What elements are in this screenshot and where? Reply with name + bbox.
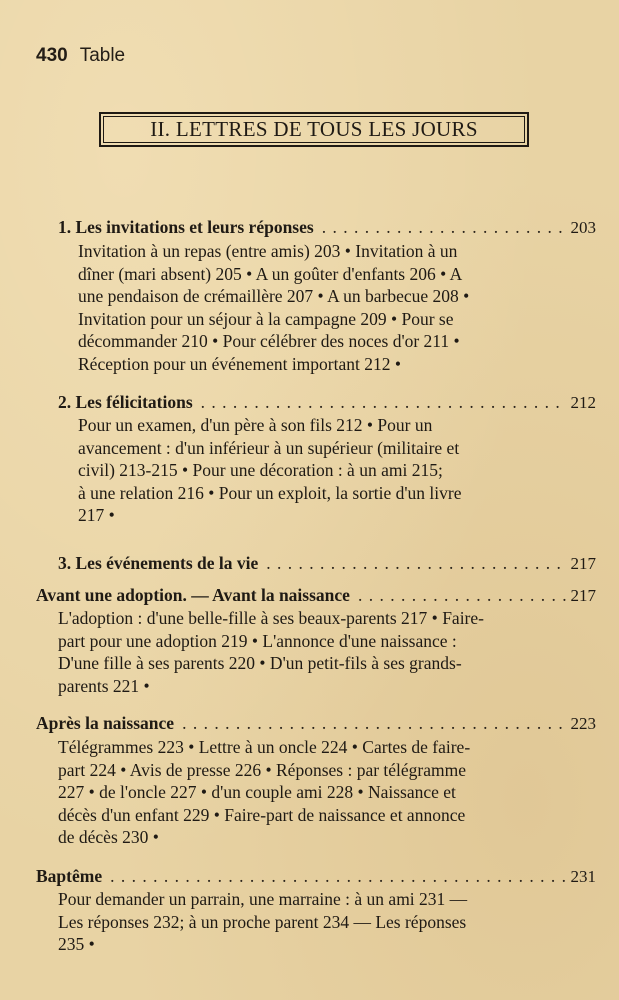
toc-entry-page: 217 (570, 554, 596, 573)
chapter-title-frame (99, 112, 529, 147)
chapter-title: II. LETTRES DE TOUS LES JOURS (103, 116, 525, 143)
description-line: Invitation à un repas (entre amis) 203 • Invitation à un (78, 241, 458, 261)
description-line: Invitation pour un séjour à la campagne 209 • Pour se (78, 308, 454, 329)
toc-entry-page: 212 (570, 393, 596, 412)
running-head (36, 45, 125, 67)
page-number: 430 (36, 45, 68, 66)
toc-entry-heading: Baptême (36, 866, 103, 886)
toc-entry-avant-naissance (36, 585, 596, 609)
description-line: à une relation 216 • Pour un exploit, la sortie d'un livre (78, 482, 462, 503)
description-line: parents 221 • (58, 675, 150, 696)
description-line: part pour une adoption 219 • L'annonce d'une naissance : (58, 630, 457, 651)
toc-entry-heading: Après la naissance (36, 713, 175, 733)
description-line: 235 • (58, 934, 95, 955)
dot-leader (201, 392, 567, 413)
toc-entry-heading: 3. Les événements de la vie (58, 553, 259, 573)
description-line: Pour un examen, d'un père à son fils 212 • Pour un (78, 415, 433, 435)
dot-leader (322, 217, 567, 238)
toc-entry-description (58, 736, 598, 849)
description-line: 217 • (78, 505, 115, 526)
toc-entry-evenements (58, 553, 596, 577)
toc-entry-page: 217 (570, 586, 596, 605)
dot-leader (182, 713, 566, 734)
dot-leader (358, 585, 567, 606)
toc-entry-felicitations (58, 392, 596, 416)
description-line: avancement : d'un inférieur à un supérieur (militaire et (78, 437, 460, 458)
toc-entry-heading: Avant une adoption. — Avant la naissance (36, 585, 350, 605)
description-line: part 224 • Avis de presse 226 • Réponses : par télégramme (58, 759, 467, 780)
description-line: décès d'un enfant 229 • Faire-part de naissance et annonce (58, 804, 466, 825)
toc-entry-description (58, 607, 598, 697)
toc-entry-page: 231 (570, 867, 596, 886)
section-name: Table (79, 45, 126, 66)
dot-leader (110, 866, 566, 887)
description-line: Les réponses 232; à un proche parent 234 — Les réponses (58, 911, 467, 932)
description-line: décommander 210 • Pour célébrer des noces d'or 211 • (78, 331, 460, 352)
toc-entry-description (58, 888, 598, 956)
description-line: D'une fille à ses parents 220 • D'un petit-fils à ses grands- (58, 653, 462, 674)
toc-entry-bapteme (36, 866, 596, 890)
description-line: une pendaison de crémaillère 207 • A un barbecue 208 • (78, 286, 470, 307)
toc-entry-heading: 2. Les félicitations (58, 392, 193, 412)
toc-entry-apres-naissance (36, 713, 596, 737)
description-line: Réception pour un événement important 212 • (78, 353, 401, 374)
toc-entry-page: 223 (570, 714, 596, 733)
description-line: de décès 230 • (58, 827, 159, 848)
description-line: Télégrammes 223 • Lettre à un oncle 224 • Cartes de faire- (58, 737, 471, 757)
description-line: Pour demander un parrain, une marraine : à un ami 231 — (58, 889, 468, 909)
description-line: dîner (mari absent) 205 • A un goûter d'enfants 206 • A (78, 263, 463, 284)
description-line: civil) 213-215 • Pour une décoration : à un ami 215; (78, 460, 443, 481)
dot-leader (266, 553, 566, 574)
description-line: L'adoption : d'une belle-fille à ses beaux-parents 217 • Faire- (58, 608, 484, 628)
toc-entry-invitations (58, 217, 596, 241)
toc-entry-description (78, 240, 598, 376)
description-line: 227 • de l'oncle 227 • d'un couple ami 228 • Naissance et (58, 782, 456, 803)
toc-entry-page: 203 (570, 218, 596, 237)
toc-entry-description (78, 414, 598, 527)
toc-entry-heading: 1. Les invitations et leurs réponses (58, 217, 314, 237)
